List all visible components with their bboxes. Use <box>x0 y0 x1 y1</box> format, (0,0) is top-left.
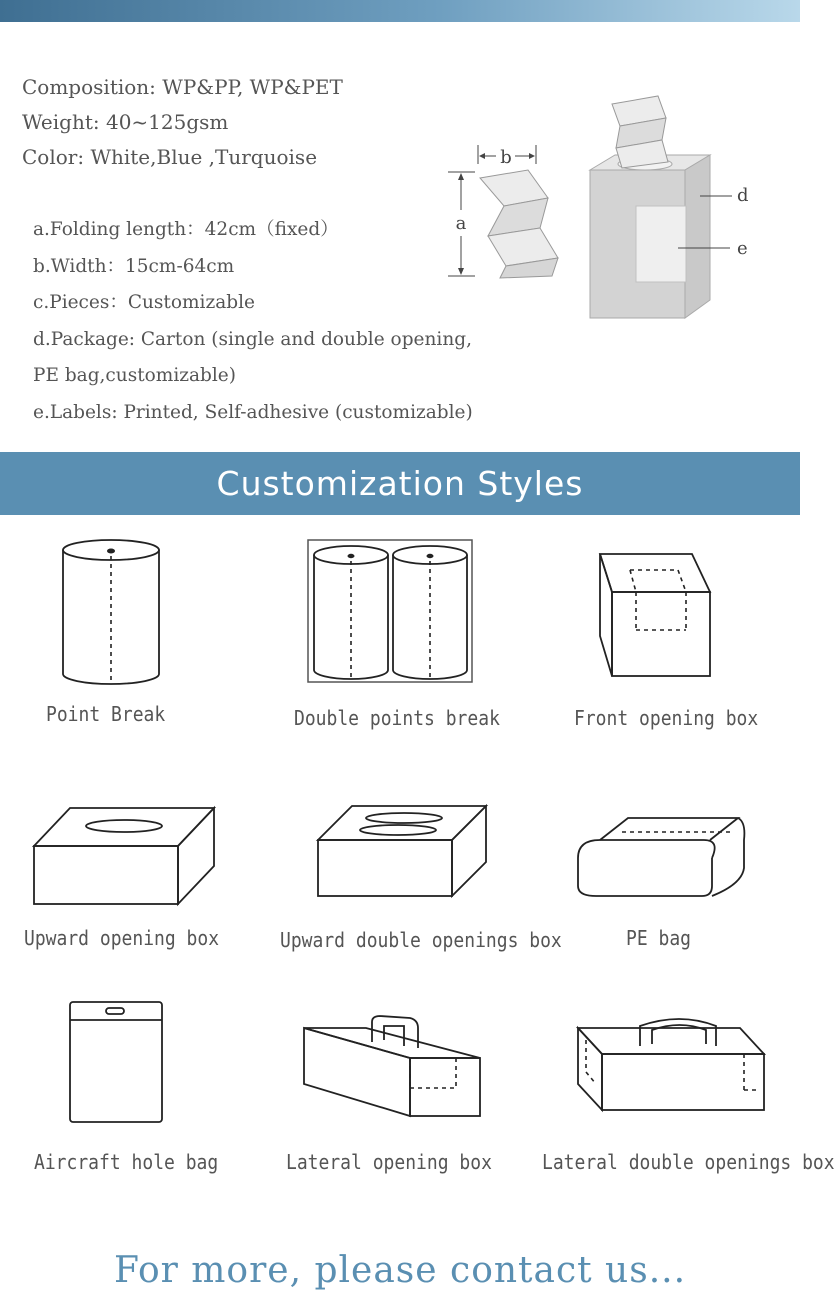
detail-folding-length: a.Folding length：42cm（fixed） <box>33 219 339 240</box>
footer-contact: For more, please contact us... <box>113 1250 687 1291</box>
upward-opening-box-illustration <box>34 808 214 904</box>
upward-double-openings-box-illustration <box>318 806 486 896</box>
detail-pieces: c.Pieces：Customizable <box>33 292 255 313</box>
style-label-double-points-break: Double points break <box>294 706 500 730</box>
detail-package: d.Package: Carton (single and double opening, <box>33 328 472 350</box>
dim-label-a: a <box>455 213 467 234</box>
dim-label-b: b <box>500 147 512 168</box>
pointer-label-d: d <box>737 185 749 206</box>
style-label-lateral-double-openings-box: Lateral double openings box <box>542 1150 835 1174</box>
detail-labels: e.Labels: Printed, Self-adhesive (customizable) <box>33 401 473 423</box>
aircraft-hole-bag-illustration <box>70 1002 162 1122</box>
pe-bag-illustration <box>578 818 744 896</box>
detail-width: b.Width：15cm-64cm <box>33 255 235 277</box>
style-label-point-break: Point Break <box>46 702 166 726</box>
weight-text: Weight: 40~125gsm <box>22 110 229 134</box>
detail-package-cont: PE bag,customizable) <box>33 365 236 386</box>
color-text: Color: White,Blue ,Turquoise <box>22 145 318 169</box>
front-opening-box-illustration <box>600 554 710 676</box>
lateral-opening-box-illustration <box>304 1016 480 1116</box>
style-label-front-opening-box: Front opening box <box>574 706 759 730</box>
point-break-illustration <box>63 540 159 684</box>
lateral-double-openings-box-illustration <box>578 1019 764 1110</box>
style-label-lateral-opening-box: Lateral opening box <box>286 1150 492 1174</box>
pointer-label-e: e <box>737 238 748 259</box>
style-label-upward-double-openings-box: Upward double openings box <box>280 928 562 952</box>
style-label-aircraft-hole-bag: Aircraft hole bag <box>34 1150 219 1174</box>
double-points-break-illustration <box>308 540 472 682</box>
style-label-upward-opening-box: Upward opening box <box>24 926 220 950</box>
composition-text: Composition: WP&PP, WP&PET <box>22 75 343 99</box>
style-label-pe-bag: PE bag <box>626 926 692 950</box>
banner-title: Customization Styles <box>216 464 584 503</box>
